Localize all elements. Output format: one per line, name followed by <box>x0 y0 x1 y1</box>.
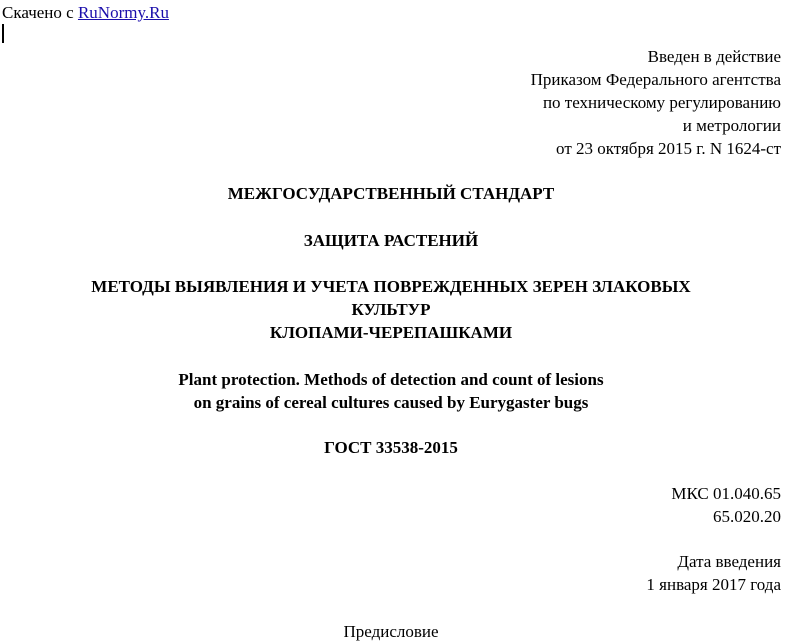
classification-line: МКС 01.040.65 <box>671 484 781 503</box>
enactment-line: Введен в действие <box>647 47 781 66</box>
enactment-line: от 23 октября 2015 г. N 1624-ст <box>556 139 781 158</box>
text-cursor <box>2 24 4 43</box>
english-title-line: on grains of cereal cultures caused by Eurygaster bugs <box>193 393 589 412</box>
source-line <box>2 1 169 24</box>
classification-line: 65.020.20 <box>713 507 781 526</box>
runormy-link[interactable]: RuNormy.Ru <box>77 3 169 22</box>
enactment-line: Приказом Федерального агентства <box>530 70 781 89</box>
english-title <box>0 368 782 414</box>
enactment-line: по техническому регулированию <box>542 93 781 112</box>
standard-type-heading: МЕЖГОСУДАРСТВЕННЫЙ СТАНДАРТ <box>227 184 555 203</box>
enactment-notice <box>531 45 781 160</box>
enactment-line: и метрологии <box>682 116 781 135</box>
preface-heading: Предисловие <box>343 622 439 641</box>
russian-title-line: МЕТОДЫ ВЫЯВЛЕНИЯ И УЧЕТА ПОВРЕЖДЕННЫХ ЗЕРЕН ЗЛАКОВЫХ <box>91 277 691 296</box>
effective-date-line: 1 января 2017 года <box>646 575 781 594</box>
russian-title-line: КЛОПАМИ-ЧЕРЕПАШКАМИ <box>269 323 513 342</box>
gost-number: ГОСТ 33538-2015 <box>324 438 458 457</box>
classification-codes <box>671 482 781 528</box>
russian-title <box>0 275 782 344</box>
source-prefix: Скачено с <box>2 3 78 22</box>
russian-title-line: КУЛЬТУР <box>351 300 431 319</box>
effective-date <box>646 550 781 596</box>
subject-heading: ЗАЩИТА РАСТЕНИЙ <box>303 231 479 250</box>
english-title-line: Plant protection. Methods of detection and count of lesions <box>178 370 604 389</box>
effective-date-line: Дата введения <box>677 552 781 571</box>
